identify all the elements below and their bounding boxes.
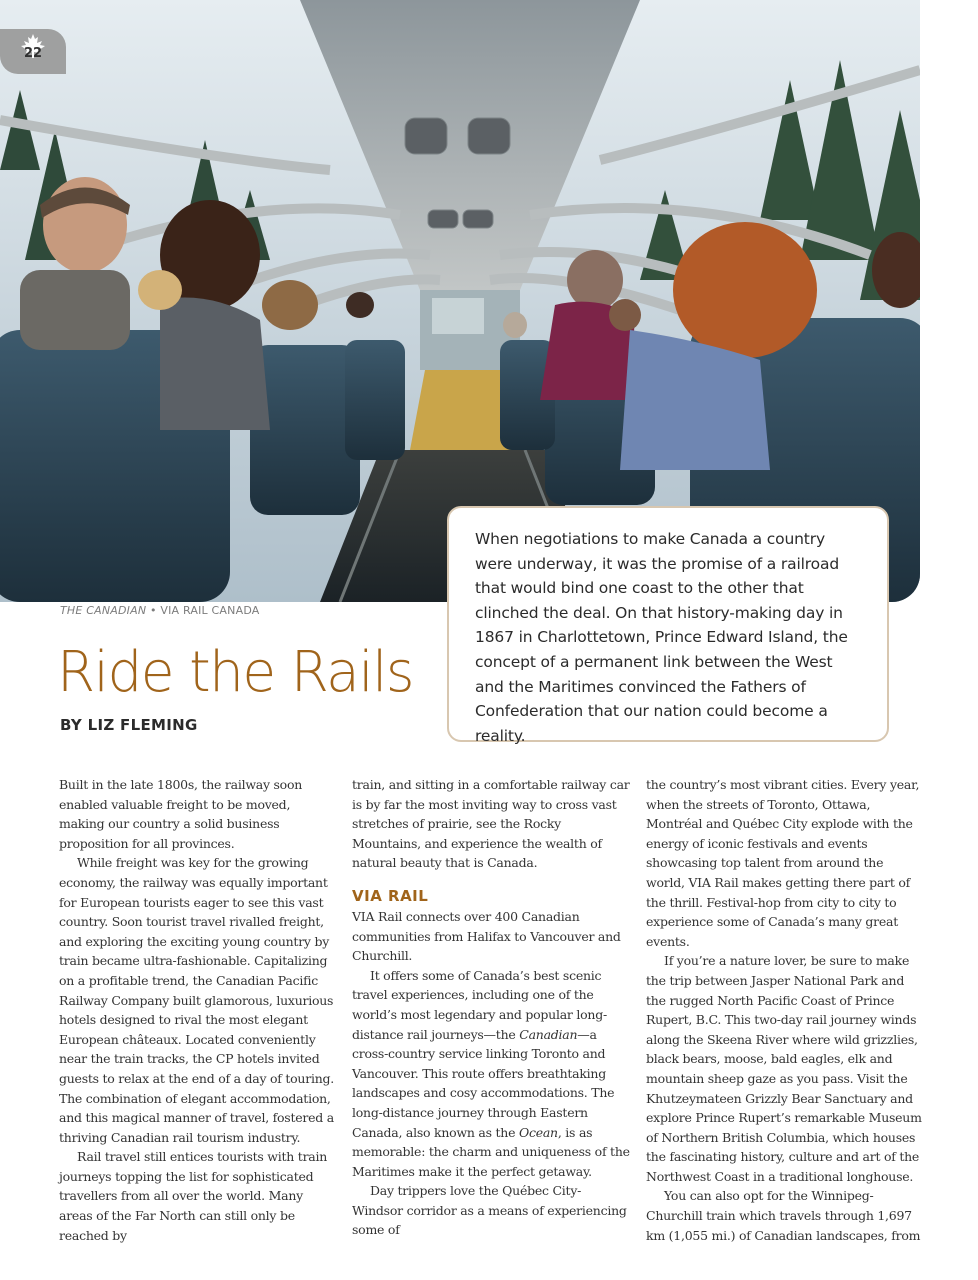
caption-title: THE CANADIAN: [60, 604, 147, 617]
paragraph-3-end: train, and sitting in a comfortable railway car is by far the most inviting way to cross vast stretches of prairie, see the Rocky Mountains, and experience the wealth of natural beauty that is Canada.: [352, 777, 630, 871]
column-1: [59, 775, 337, 1245]
paragraph-6-start: Day trippers love the Québec City-Windsor corridor as a means of experiencing some of: [352, 1183, 627, 1238]
paragraph-2: While freight was key for the growing economy, the railway was equally important for European tourists eager to see this vast country. Soon tourist travel rivalled freight, and exploring the exciting young country by train became ultra-fashionable. Capitalizing on a profitable trend, the Canadian Pacific Railway Company built glamorous, luxurious hotels designed to rival the most elegant European châteaux. Located conveniently near the train tracks, the CP hotels invited guests to relax at the end of a day of touring. The combination of elegant accommodation, and this magical manner of travel, fostered a thriving Canadian rail tourism industry.: [59, 855, 334, 1145]
paragraph-5-part-b: —a cross-country service linking Toronto and Vancouver. This route offers breathtaking landscapes and cosy accommodations. The long-distance journey through Eastern Canada, also known as the: [352, 1026, 615, 1140]
page-number-badge: [0, 29, 66, 74]
page-number: 22: [23, 46, 43, 61]
column-2: [352, 775, 630, 1240]
callout-text: When negotiations to make Canada a country were underway, it was the promise of a railroad that would bind one coast to the other that clinched the deal. On that history-making day in 1867 in Charlottetown, Prince Edward Island, the concept of a permanent link between the West and the Maritimes convinced the Fathers of Confederation that our nation could become a reality.: [475, 530, 848, 745]
paragraph-4: VIA Rail connects over 400 Canadian communities from Halifax to Vancouver and Churchill.: [352, 908, 621, 964]
train-name-canadian: Canadian: [519, 1026, 578, 1042]
paragraph-6-end: the country’s most vibrant cities. Every year, when the streets of Toronto, Ottawa, Montréal and Québec City explode with the energy of iconic festivals and events showcasing top talent from around the world, VIA Rail makes getting there part of the thrill. Festival-hop from city to city to experience some of Canada’s many great events.: [646, 777, 920, 949]
paragraph-8: You can also opt for the Winnipeg-Churchill train which travels through 1,697 km (1,055 mi.) of Canadian landscapes, from: [646, 1188, 921, 1243]
paragraph-5-part-a: It offers some of Canada’s best scenic travel experiences, including one of the world’s most legendary and popular long-distance rail journeys—the: [352, 967, 607, 1042]
paragraph-5: [352, 966, 630, 1182]
byline: [60, 716, 198, 734]
caption-separator: •: [149, 604, 157, 617]
paragraph-1: Built in the late 1800s, the railway soon enabled valuable freight to be moved, making our country a solid business proposition for all provinces.: [59, 777, 303, 851]
paragraph-7: If you’re a nature lover, be sure to make the trip between Jasper National Park and the rugged North Pacific Coast of Prince Rupert, B.C. This two-day rail journey winds along the Skeena River where wild grizzlies, black bears, moose, bald eagles, elk and mountain sheep gaze as you pass. Visit the Khutzeymateen Grizzly Bear Sanctuary and explore Prince Rupert’s remarkable Museum of Northern British Columbia, which houses the fascinating history, culture and art of the Northwest Coast in a traditional longhouse.: [646, 953, 922, 1184]
byline-prefix: BY: [60, 716, 83, 734]
article-title: Ride the Rails: [57, 640, 414, 705]
paragraph-5-part-c: , is as memorable: the charm and uniqueness of the Maritimes make it the perfect getaway.: [352, 1124, 630, 1179]
column-3: [646, 775, 924, 1245]
paragraph-3-start: Rail travel still entices tourists with train journeys topping the list for sophisticated travellers from all over the world. Many areas of the Far North can still only be reached by: [59, 1149, 328, 1243]
caption-credit: VIA RAIL CANADA: [160, 604, 260, 617]
intro-callout: [447, 506, 889, 745]
train-name-ocean: Ocean: [518, 1124, 558, 1140]
byline-author: LIZ FLEMING: [87, 716, 198, 734]
photo-caption: [60, 604, 260, 617]
section-heading: VIA RAIL: [352, 886, 429, 905]
